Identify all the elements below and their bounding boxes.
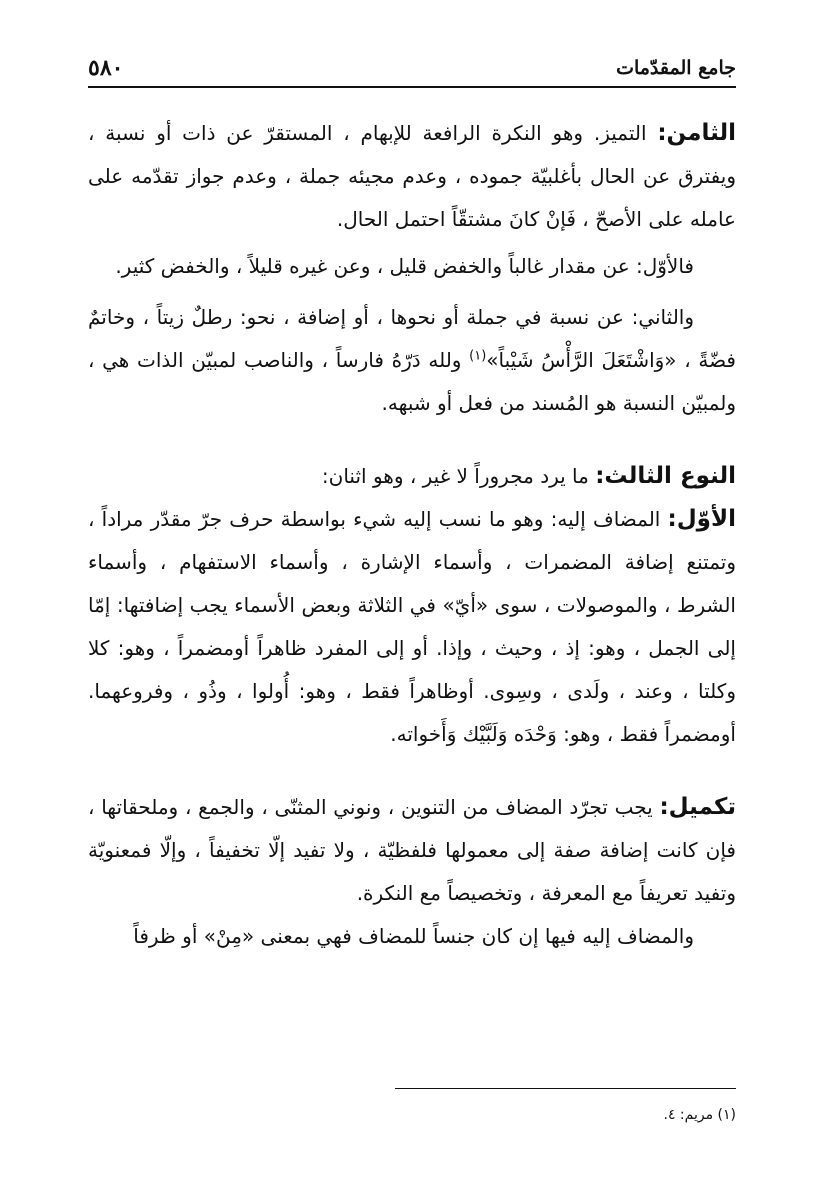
section-heading: النوع الثالث: [595,463,736,489]
header-rule [88,86,736,88]
paragraph-second-kind [88,296,736,425]
page-header [88,50,736,86]
paragraph-lead: الأوّل: [667,506,736,532]
page-body [88,112,736,958]
paragraph-text: والمضاف إليه فيها إن كان جنساً للمضاف فهي بمعنى «مِنْ» أو ظرفاً [133,924,694,948]
paragraph-lead: تكميل: [659,794,736,820]
section-heading-third-type [88,455,736,498]
paragraph-mudaf-meaning [88,915,736,958]
footnote-rule [395,1088,736,1089]
page-number: ٥٨٠ [88,55,124,81]
paragraph-tamyiz [88,112,736,241]
paragraph-text: ما يرد مجروراً لا غير ، وهو اثنان: [321,464,596,488]
paragraph-text: والثاني: عن نسبة في جملة أو نحوها ، أو إضافة ، نحو: رطلٌ زيتاً ، وخاتمٌ فضّةً ، «وَاشْتَعَلَ الرَّأْسُ شَيْباً» [88,305,736,372]
paragraph-text: المضاف إليه: وهو ما نسب إليه شيء بواسطة حرف جرّ مقدّر مراداً ، وتمتنع إضافة المضمرات ، وأسماء الإشارة ، وأسماء الاستفهام ، وأسماء الشرط ، والموصولات ، سوى «أيّ» في الثلاثة وبعض الأسماء يجب إضافتها: إمّا إلى الجمل ، وهو: إذ ، وحيث ، وإذا. أو إلى المفرد ظاهراً أومضمراً ، وهو: كلا وكلتا ، وعند ، ولَدى ، وسِوى. أوظاهراً فقط ، وهو: أُولوا ، وذُو ، وفروعهما. أومضمراً فقط ، وهو: وَحْدَه وَلَبَّيْك وَأَخواته. [88,507,736,746]
running-title: جامع المقدّمات [616,57,736,79]
paragraph-lead: الثامن: [657,120,736,146]
paragraph-first-kind [88,245,736,288]
paragraph-mudaf-ilayh [88,498,736,756]
paragraph-text: التميز. وهو النكرة الرافعة للإبهام ، المستقرّ عن ذات أو نسبة ، ويفترق عن الحال بأغلبيّة جموده ، وعدم مجيئه جملة ، وعدم جواز تقدّمه على عامله على الأصحّ ، فَإنْ كانَ مشتقّاً احتمل الحال. [88,121,736,231]
paragraph-takmil [88,786,736,915]
paragraph-text: ولله دَرّهُ فارساً ، والناصب لمبيّن الذات هي ، ولمبيّن النسبة هو المُسند من فعل أو شبهه. [88,348,736,415]
footnote-reference[interactable]: (١) [469,348,487,364]
paragraph-text: فالأوّل: عن مقدار غالباً والخفض قليل ، وعن غيره قليلاً ، والخفض كثير. [115,254,694,278]
paragraph-text: يجب تجرّد المضاف من التنوين ، ونوني المثنّى ، والجمع ، وملحقاتها ، فإن كانت إضافة صفة إلى معمولها فلفظيّة ، ولا تفيد إلّا تخفيفاً ، وإلّا فمعنويّة وتفيد تعريفاً مع المعرفة ، وتخصيصاً مع النكرة. [88,795,736,905]
footnote [88,1104,736,1126]
footnote-text: (١) مريم: ٤. [663,1107,736,1123]
